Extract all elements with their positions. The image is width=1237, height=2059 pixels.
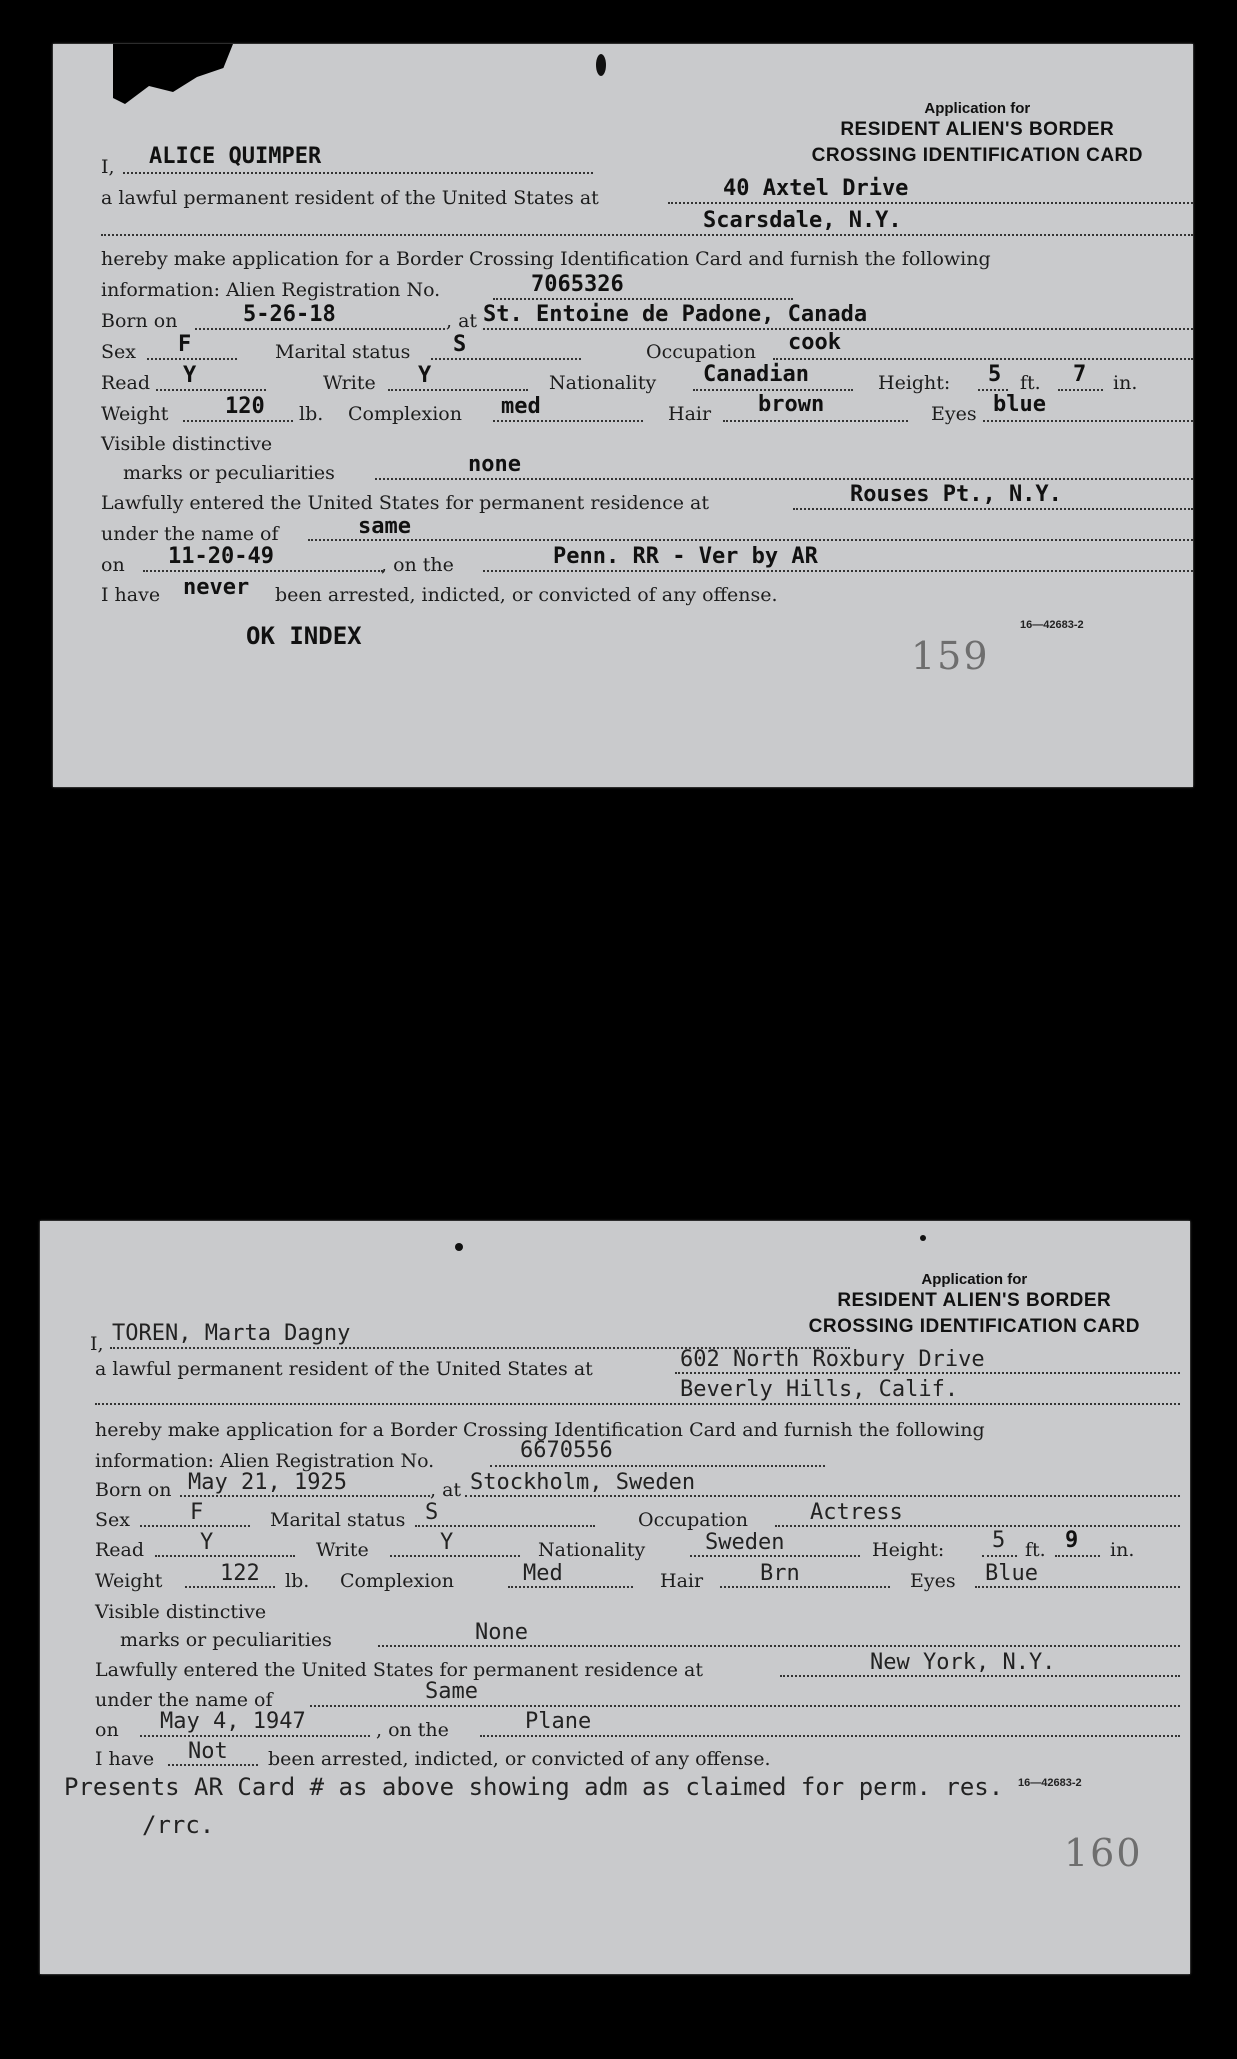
- speck: [455, 1243, 463, 1251]
- in-label: in.: [1113, 372, 1138, 394]
- write-value: Y: [418, 363, 432, 388]
- address-line2: Scarsdale, N.Y.: [703, 208, 902, 233]
- marks-label: marks or peculiarities: [123, 462, 335, 484]
- entered-at-value: Rouses Pt., N.Y.: [850, 482, 1062, 507]
- birth-place: Stockholm, Sweden: [470, 1470, 696, 1495]
- hereby-label: hereby make application for a Border Crossing Identification Card and furnish the following: [95, 1419, 985, 1441]
- under-label: under the name of: [101, 523, 279, 545]
- sex-value: F: [178, 332, 192, 357]
- registration-number: 6670556: [520, 1438, 613, 1463]
- entered-label: Lawfully entered the United States for permanent residence at: [95, 1659, 704, 1681]
- height-label: Height:: [878, 372, 951, 394]
- read-value: Y: [183, 363, 197, 388]
- marks-value: None: [475, 1620, 528, 1645]
- application-card-2: [40, 1221, 1190, 1974]
- under-label: under the name of: [95, 1689, 273, 1711]
- born-label: Born on: [101, 310, 178, 332]
- nationality-label: Nationality: [549, 372, 657, 394]
- entered-at-value: New York, N.Y.: [870, 1650, 1056, 1675]
- height-inches: 7: [1073, 362, 1087, 387]
- entry-mode: Penn. RR - Ver by AR: [553, 544, 818, 569]
- header-small: Application for: [921, 1271, 1028, 1288]
- typed-note-line2: /rrc.: [142, 1811, 215, 1839]
- applicant-name: ALICE QUIMPER: [149, 144, 322, 169]
- marks-value: none: [468, 452, 521, 477]
- marital-label: Marital status: [275, 341, 411, 363]
- at-label: , at: [446, 310, 478, 332]
- on-the-label: , on the: [376, 1719, 449, 1741]
- arrested-text: been arrested, indicted, or convicted of any offense.: [268, 1748, 771, 1770]
- applicant-name: TOREN, Marta Dagny: [112, 1321, 351, 1346]
- ft-label: ft.: [1025, 1539, 1046, 1561]
- birth-date: 5-26-18: [243, 302, 336, 327]
- occupation-label: Occupation: [638, 1509, 748, 1531]
- weight-label: Weight: [101, 403, 169, 425]
- hair-label: Hair: [660, 1570, 704, 1592]
- entry-mode: Plane: [525, 1709, 592, 1734]
- sex-label: Sex: [101, 341, 136, 363]
- height-inches: 9: [1065, 1528, 1079, 1553]
- eyes-value: blue: [993, 392, 1046, 417]
- card-header: [809, 1271, 1140, 1340]
- hereby-label: hereby make application for a Border Crossing Identification Card and furnish the following: [101, 248, 991, 270]
- address-line1: 602 North Roxbury Drive: [680, 1347, 985, 1372]
- write-label: Write: [316, 1539, 369, 1561]
- header-line1: RESIDENT ALIEN'S BORDER: [837, 1290, 1112, 1311]
- write-value: Y: [440, 1530, 454, 1555]
- i-label: I,: [90, 1333, 104, 1355]
- marital-value: S: [453, 332, 467, 357]
- header-line2: CROSSING IDENTIFICATION CARD: [811, 145, 1143, 166]
- eyes-label: Eyes: [910, 1570, 956, 1592]
- under-name-value: Same: [425, 1679, 478, 1704]
- have-label: I have: [101, 584, 161, 606]
- read-value: Y: [200, 1530, 214, 1555]
- height-feet: 5: [988, 362, 1002, 387]
- write-label: Write: [323, 372, 376, 394]
- weight-label: Weight: [95, 1570, 163, 1592]
- height-feet: 5: [992, 1528, 1006, 1553]
- application-card-1: [53, 44, 1193, 787]
- hair-label: Hair: [668, 403, 712, 425]
- complexion-label: Complexion: [340, 1570, 454, 1592]
- on-label: on: [95, 1719, 119, 1741]
- have-label: I have: [95, 1748, 155, 1770]
- page-stamp: 160: [1064, 1831, 1143, 1875]
- entered-label: Lawfully entered the United States for permanent residence at: [101, 492, 710, 514]
- weight-value: 122: [220, 1561, 260, 1586]
- header-line1: RESIDENT ALIEN'S BORDER: [840, 119, 1115, 140]
- i-label: I,: [101, 156, 115, 178]
- occupation-label: Occupation: [646, 341, 756, 363]
- address-line2: Beverly Hills, Calif.: [680, 1377, 959, 1402]
- marital-label: Marital status: [270, 1509, 406, 1531]
- birth-place: St. Entoine de Padone, Canada: [483, 302, 868, 327]
- info-label: information: Alien Registration No.: [101, 279, 441, 301]
- eyes-label: Eyes: [931, 403, 977, 425]
- header-line2: CROSSING IDENTIFICATION CARD: [808, 1316, 1140, 1337]
- nationality-value: Canadian: [703, 362, 809, 387]
- occupation-value: cook: [788, 330, 841, 355]
- complexion-value: Med: [523, 1561, 563, 1586]
- height-label: Height:: [872, 1539, 945, 1561]
- hair-value: Brn: [760, 1561, 800, 1586]
- resident-label: a lawful permanent resident of the United States at: [95, 1358, 593, 1380]
- speck: [920, 1235, 926, 1241]
- hair-value: brown: [758, 392, 825, 417]
- marks-label: marks or peculiarities: [120, 1629, 332, 1651]
- sex-value: F: [190, 1500, 204, 1525]
- read-label: Read: [101, 372, 151, 394]
- nationality-label: Nationality: [538, 1539, 646, 1561]
- entry-date: 11-20-49: [168, 544, 274, 569]
- arrested-value: Not: [188, 1739, 228, 1764]
- born-label: Born on: [95, 1479, 172, 1501]
- marital-value: S: [425, 1500, 439, 1525]
- entry-date: May 4, 1947: [160, 1709, 306, 1734]
- on-label: on: [101, 554, 125, 576]
- form-number: 16—42683-2: [1020, 619, 1084, 631]
- address-line1: 40 Axtel Drive: [723, 176, 909, 201]
- in-label: in.: [1110, 1539, 1135, 1561]
- read-label: Read: [95, 1539, 145, 1561]
- registration-number: 7065326: [531, 272, 624, 297]
- complexion-label: Complexion: [348, 403, 462, 425]
- resident-label: a lawful permanent resident of the United States at: [101, 187, 599, 209]
- weight-value: 120: [225, 394, 265, 419]
- page-stamp: 159: [911, 634, 990, 678]
- visible-label: Visible distinctive: [101, 433, 273, 455]
- nationality-value: Sweden: [705, 1530, 785, 1555]
- arrested-value: never: [183, 575, 250, 600]
- sex-label: Sex: [95, 1509, 130, 1531]
- header-small: Application for: [924, 100, 1031, 117]
- occupation-value: Actress: [810, 1500, 903, 1525]
- complexion-value: med: [501, 394, 541, 419]
- card-header: [812, 100, 1143, 169]
- torn-corner: [113, 44, 233, 104]
- visible-label: Visible distinctive: [95, 1601, 267, 1623]
- lb-label: lb.: [285, 1570, 310, 1592]
- birth-date: May 21, 1925: [188, 1470, 347, 1495]
- typed-note-line1: Presents AR Card # as above showing adm as claimed for perm. res.: [64, 1773, 1004, 1801]
- eyes-value: Blue: [985, 1561, 1038, 1586]
- on-the-label: , on the: [381, 554, 454, 576]
- info-label: information: Alien Registration No.: [95, 1450, 435, 1472]
- form-number: 16—42683-2: [1018, 1777, 1082, 1789]
- under-name-value: same: [358, 514, 411, 539]
- arrested-text: been arrested, indicted, or convicted of any offense.: [275, 584, 778, 606]
- lb-label: lb.: [299, 403, 324, 425]
- ok-index-note: OK INDEX: [246, 622, 362, 650]
- ft-label: ft.: [1020, 372, 1041, 394]
- speck: [596, 54, 606, 76]
- at-label: , at: [430, 1479, 462, 1501]
